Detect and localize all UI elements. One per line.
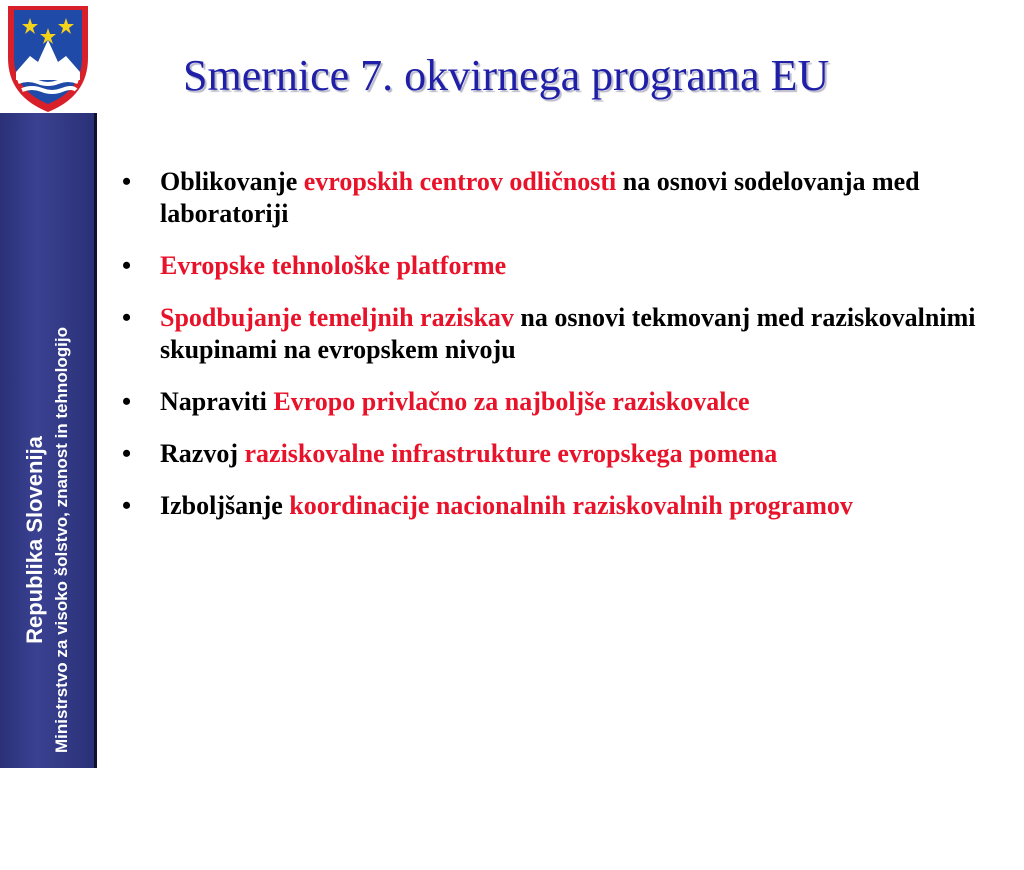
sidebar-banner xyxy=(0,113,97,768)
bullet-dot: • xyxy=(122,439,132,468)
bullet-highlight: evropskih centrov odličnosti xyxy=(303,167,617,196)
slide-title: Smernice 7. okvirnega programa EU xyxy=(183,51,830,100)
bullet-dot: • xyxy=(122,387,132,416)
bullet-highlight: koordinacije nacionalnih raziskovalnih programov xyxy=(289,491,853,520)
bullet-list xyxy=(122,166,982,542)
bullet-highlight: Evropske tehnološke platforme xyxy=(160,251,507,280)
sidebar-ministry-text xyxy=(20,210,74,870)
bullet-item xyxy=(122,386,982,418)
bullet-highlight: raziskovalne infrastrukture evropskega pomena xyxy=(244,439,778,468)
bullet-text: Razvoj xyxy=(160,439,245,468)
bullet-dot: • xyxy=(122,491,132,520)
sidebar-republic-label: Republika Slovenija xyxy=(22,436,47,644)
bullet-dot: • xyxy=(122,167,132,196)
coat-of-arms-icon xyxy=(0,0,96,116)
bullet-dot: • xyxy=(122,251,132,280)
bullet-text: Oblikovanje xyxy=(160,167,304,196)
bullet-item xyxy=(122,490,982,522)
bullet-dot: • xyxy=(122,303,132,332)
bullet-text: Izboljšanje xyxy=(160,491,290,520)
bullet-item xyxy=(122,166,982,230)
bullet-text: na osnovi sodelovanja med laboratoriji xyxy=(160,167,920,228)
bullet-text: Napraviti xyxy=(160,387,274,416)
bullet-highlight: Evropo privlačno za najboljše raziskovalce xyxy=(273,387,750,416)
bullet-text: na osnovi tekmovanj med raziskovalnimi skupinami na evropskem nivoju xyxy=(160,303,976,364)
bullet-item xyxy=(122,302,982,366)
bullet-item xyxy=(122,438,982,470)
sidebar-ministry-label: Ministrstvo za visoko šolstvo, znanost in tehnologijo xyxy=(52,327,71,753)
bullet-highlight: Spodbujanje temeljnih raziskav xyxy=(160,303,514,332)
bullet-item xyxy=(122,250,982,282)
